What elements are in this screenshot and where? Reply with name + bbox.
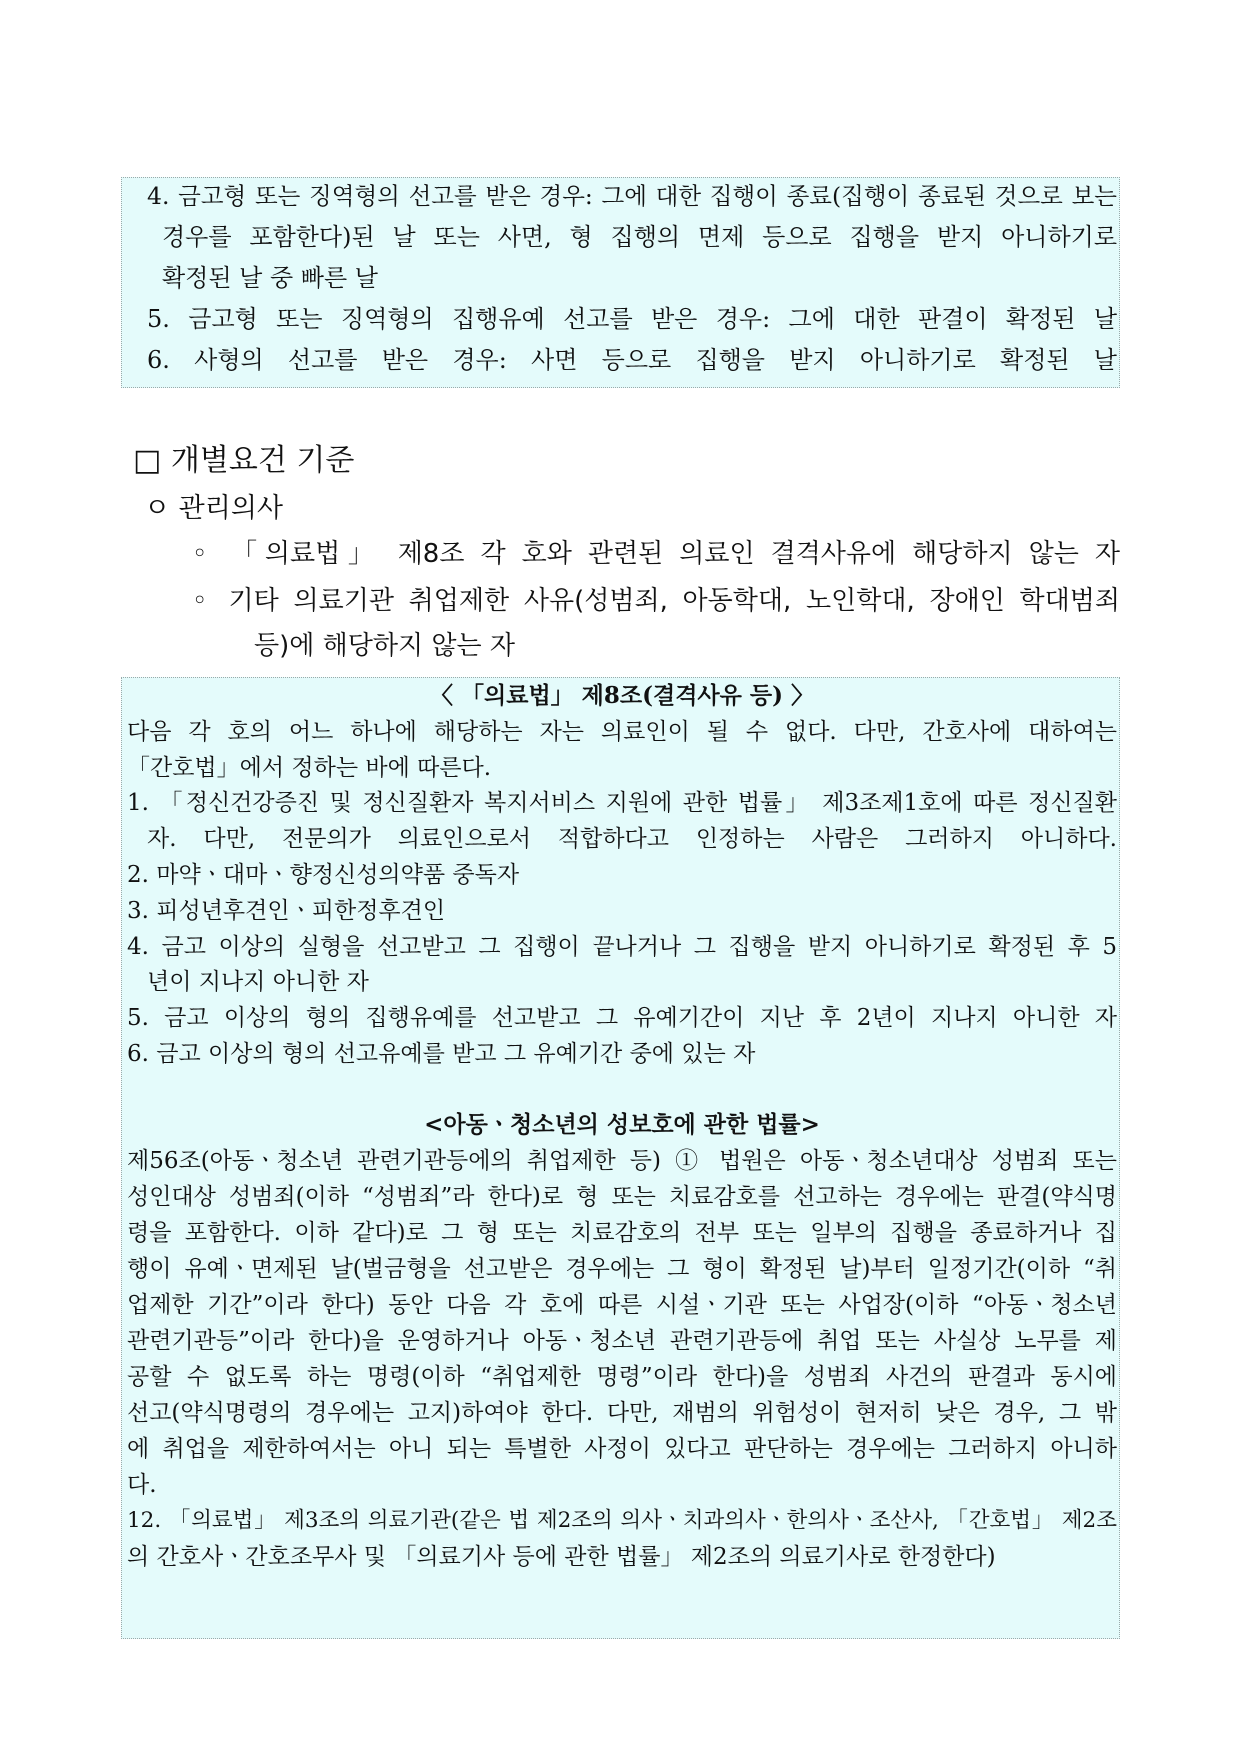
statute-line: 「간호법」에서 정하는 바에 따른다.: [127, 755, 492, 781]
statute-line: 1. 「정신건강증진 및 정신질환자 복지서비스 지원에 관한 법률」 제3조제1호에 따른 정신질환: [127, 790, 1117, 816]
statute-line: 다음 각 호의 어느 하나에 해당하는 자는 의료인이 될 수 없다. 다만, 간호사에 대하여는: [127, 719, 1117, 745]
statute-line: 다.: [127, 1472, 157, 1498]
statute-line: 성인대상 성범죄(이하 “성범죄”라 한다)로 형 또는 치료감호를 선고하는 경우에는 판결(약식명: [127, 1184, 1117, 1210]
statute-line: 선고(약식명령의 경우에는 고지)하여야 한다. 다만, 재범의 위험성이 현저히 낮은 경우, 그 밖: [127, 1400, 1117, 1426]
statute-line: 3. 피성년후견인ㆍ피한정후견인: [127, 898, 446, 924]
statute-line: 4. 금고 이상의 실형을 선고받고 그 집행이 끝나거나 그 집행을 받지 아니하기로 확정된 후 5: [127, 934, 1117, 960]
statute-line: 관련기관등”이라 한다)을 운영하거나 아동ㆍ청소년 관련기관등에 취업 또는 사실상 노무를 제: [127, 1328, 1117, 1354]
subsection-title: ㅇ 관리의사: [144, 493, 283, 524]
statute-line: 의 간호사ㆍ간호조무사 및 「의료기사 등에 관한 법률」 제2조의 의료기사로 한정한다): [127, 1544, 996, 1570]
list-item-5: 5. 금고형 또는 징역형의 집행유예 선고를 받은 경우: 그에 대한 판결이 확정된 날: [147, 305, 1117, 333]
statute-line: 업제한 기간”이라 한다) 동안 다음 각 호에 따른 시설ㆍ기관 또는 사업장(이하 “아동ㆍ청소년: [127, 1292, 1117, 1318]
statute-title: 〈 「의료법」 제8조(결격사유 등) 〉: [430, 682, 814, 709]
statute-title: <아동ㆍ청소년의 성보호에 관한 법률>: [424, 1111, 820, 1138]
list-item-4-cont: 경우를 포함한다)된 날 또는 사면, 형 집행의 면제 등으로 집행을 받지 아니하기로: [162, 223, 1117, 251]
statute-line: 2. 마약ㆍ대마ㆍ향정신성의약품 중독자: [127, 862, 520, 888]
statute-line: 에 취업을 제한하여서는 아니 되는 특별한 사정이 있다고 판단하는 경우에는 그러하지 아니하: [127, 1436, 1117, 1462]
criterion-item: ◦ 「의료법」 제8조 각 호와 관련된 의료인 결격사유에 해당하지 않는 자: [192, 539, 1120, 569]
statute-line: 령을 포함한다. 이하 같다)로 그 형 또는 치료감호의 전부 또는 일부의 집행을 종료하거나 집: [127, 1220, 1117, 1246]
statute-line: 12. 「의료법」 제3조의 의료기관(같은 법 제2조의 의사ㆍ치과의사ㆍ한의사ㆍ조산사, 「간호법」 제2조: [127, 1508, 1117, 1533]
statute-line: 년이 지나지 아니한 자: [147, 969, 369, 995]
list-item-6: 6. 사형의 선고를 받은 경우: 사면 등으로 집행을 받지 아니하기로 확정된 날: [147, 346, 1117, 374]
list-item-4: 4. 금고형 또는 징역형의 선고를 받은 경우: 그에 대한 집행이 종료(집행이 종료된 것으로 보는: [147, 182, 1117, 210]
statute-line: 행이 유예ㆍ면제된 날(벌금형을 선고받은 경우에는 그 형이 확정된 날)부터 일정기간(이하 “취: [127, 1256, 1117, 1282]
statute-line: 제56조(아동ㆍ청소년 관련기관등에의 취업제한 등) ① 법원은 아동ㆍ청소년대상 성범죄 또는: [127, 1148, 1117, 1174]
list-item-4-cont: 확정된 날 중 빠른 날: [162, 264, 378, 292]
statute-line: 자. 다만, 전문의가 의료인으로서 적합하다고 인정하는 사람은 그러하지 아니하다.: [147, 826, 1117, 852]
statute-line: 5. 금고 이상의 형의 집행유예를 선고받고 그 유예기간이 지난 후 2년이 지나지 아니한 자: [127, 1005, 1117, 1031]
statute-line: 공할 수 없도록 하는 명령(이하 “취업제한 명령”이라 한다)을 성범죄 사건의 판결과 동시에: [127, 1364, 1117, 1390]
statute-line: 6. 금고 이상의 형의 선고유예를 받고 그 유예기간 중에 있는 자: [127, 1041, 756, 1067]
section-title: □ 개별요건 기준: [133, 443, 355, 478]
criterion-item-cont: 등)에 해당하지 않는 자: [254, 631, 515, 661]
criterion-item: ◦ 기타 의료기관 취업제한 사유(성범죄, 아동학대, 노인학대, 장애인 학대범죄: [192, 586, 1120, 616]
